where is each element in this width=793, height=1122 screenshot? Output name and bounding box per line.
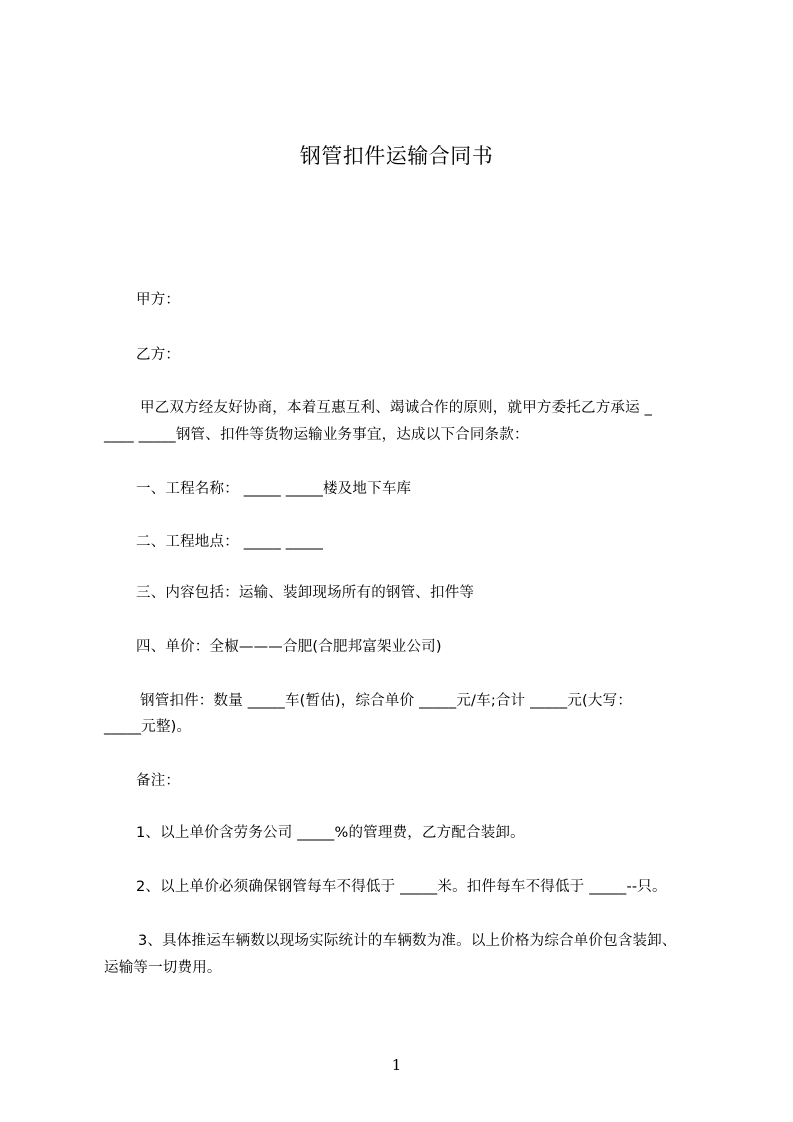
clause-project-location: 二、工程地点： _____ _____ bbox=[136, 534, 324, 550]
note-3-line-2: 运输等一切费用。 bbox=[104, 960, 222, 976]
clause-unit-price: 四、单价：全椒———合肥(合肥邦富架业公司) bbox=[136, 639, 442, 655]
note-1: 1、以上单价含劳务公司 _____%的管理费，乙方配合装卸。 bbox=[136, 825, 525, 841]
page-number: 1 bbox=[391, 1056, 402, 1074]
note-2: 2、以上单价必须确保钢管每车不得低于 _____米。扣件每车不得低于 _____--只。 bbox=[136, 879, 667, 895]
preamble-line-2: ____ _____钢管、扣件等货物运输业务事宜，达成以下合同条款： bbox=[104, 427, 529, 443]
clause-project-name: 一、工程名称： _____ _____楼及地下车库 bbox=[136, 481, 412, 497]
clause-scope: 三、内容包括：运输、装卸现场所有的钢管、扣件等 bbox=[136, 585, 475, 601]
preamble-line-1: 甲乙双方经友好协商，本着互惠互利、竭诚合作的原则，就甲方委托乙方承运 _ bbox=[140, 400, 653, 416]
price-line-1: 钢管扣件：数量 _____车(暂估)，综合单价 _____元/车;合计 _____元(大写： bbox=[140, 693, 633, 709]
party-b-label: 乙方： bbox=[136, 347, 181, 363]
document-title: 钢管扣件运输合同书 bbox=[299, 144, 494, 168]
party-a-label: 甲方： bbox=[136, 292, 181, 308]
notes-label: 备注： bbox=[136, 773, 181, 789]
price-line-2: _____元整)。 bbox=[104, 719, 192, 735]
note-3-line-1: 3、具体推运车辆数以现场实际统计的车辆数为准。以上价格为综合单价包含装卸、 bbox=[138, 933, 677, 949]
